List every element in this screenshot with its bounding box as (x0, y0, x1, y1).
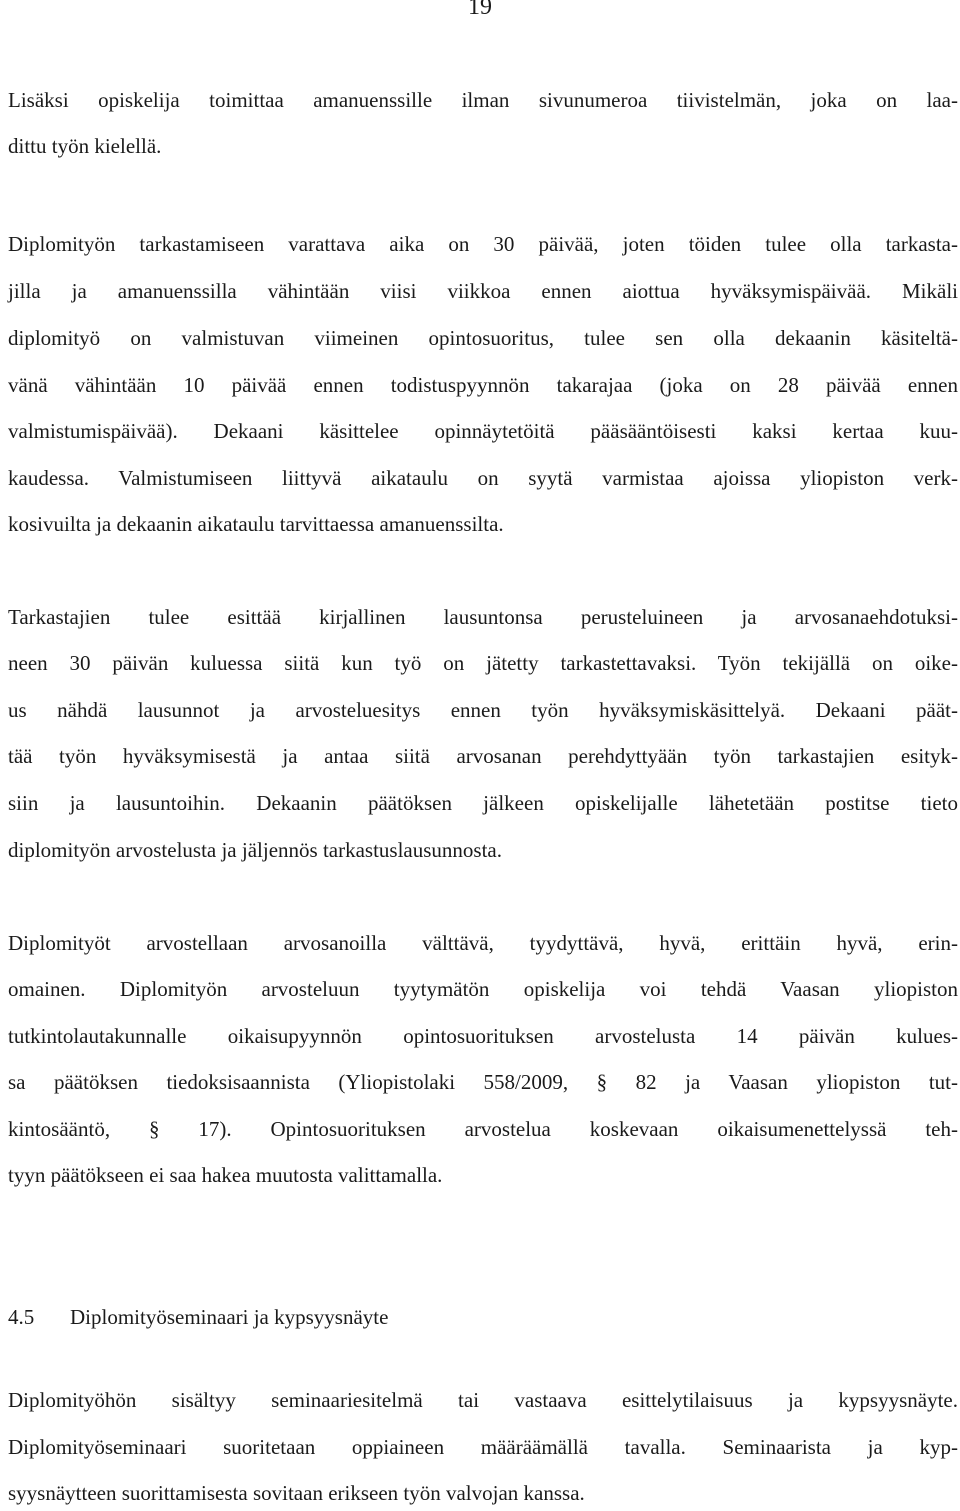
text-line: kintosääntö, § 17). Opintosuorituksen arvostelua koskevaan oikaisumenettelyssä teh- (8, 1117, 958, 1141)
text-line: dittu työn kielellä. (8, 134, 162, 158)
text-line: neen 30 päivän kuluessa siitä kun työ on jätetty tarkastettavaksi. Työn tekijällä on oike- (8, 651, 958, 675)
text-line: jilla ja amanuenssilla vähintään viisi viikkoa ennen aiottua hyväksymispäivää. Mikäli (8, 279, 958, 303)
text-line: Diplomityöseminaari suoritetaan oppiaineen määräämällä tavalla. Seminaarista ja kyp- (8, 1435, 958, 1459)
text-line: vänä vähintään 10 päivää ennen todistuspyynnön takarajaa (joka on 28 päivää ennen (8, 373, 958, 397)
text-line: tää työn hyväksymisestä ja antaa siitä arvosanan perehdyttyään työn tarkastajien esityk- (8, 744, 958, 768)
section-number: 4.5 (8, 1305, 35, 1329)
page-number: 19 (468, 0, 492, 20)
text-line: diplomityön arvostelusta ja jäljennös tarkastuslausunnosta. (8, 838, 503, 862)
text-line: Lisäksi opiskelija toimittaa amanuenssille ilman sivunumeroa tiivistelmän, joka on laa- (8, 88, 958, 112)
text-line: tyyn päätökseen ei saa hakea muutosta valittamalla. (8, 1163, 443, 1187)
text-line: Tarkastajien tulee esittää kirjallinen lausuntonsa perusteluineen ja arvosanaehdotuksi- (8, 605, 958, 629)
text-line: Diplomityön tarkastamiseen varattava aika on 30 päivää, joten töiden tulee olla tarkasta- (8, 232, 958, 256)
text-line: tutkintolautakunnalle oikaisupyynnön opintosuorituksen arvostelusta 14 päivän kulues- (8, 1024, 958, 1048)
text-line: kosivuilta ja dekaanin aikataulu tarvittaessa amanuenssilta. (8, 512, 504, 536)
text-line: valmistumispäivää). Dekaani käsittelee opinnäytetöitä pääsääntöisesti kaksi kertaa kuu- (8, 419, 958, 443)
text-line: sa päätöksen tiedoksisaannista (Yliopistolaki 558/2009, § 82 ja Vaasan yliopiston tut- (8, 1070, 958, 1094)
text-line: diplomityö on valmistuvan viimeinen opintosuoritus, tulee sen olla dekaanin käsiteltä- (8, 326, 958, 350)
text-line: siin ja lausuntoihin. Dekaanin päätöksen jälkeen opiskelijalle lähetetään postitse tieto (8, 791, 958, 815)
text-line: us nähdä lausunnot ja arvosteluesitys ennen työn hyväksymiskäsittelyä. Dekaani päät- (8, 698, 958, 722)
text-line: kaudessa. Valmistumiseen liittyvä aikataulu on syytä varmistaa ajoissa yliopiston verk- (8, 466, 958, 490)
section-title: Diplomityöseminaari ja kypsyysnäyte (70, 1305, 389, 1329)
text-line: syysnäytteen suorittamisesta sovitaan erikseen työn valvojan kanssa. (8, 1481, 585, 1505)
text-line: Diplomityöhön sisältyy seminaariesitelmä tai vastaava esittelytilaisuus ja kypsyysnäyte. (8, 1388, 958, 1412)
text-line: omainen. Diplomityön arvosteluun tyytymätön opiskelija voi tehdä Vaasan yliopiston (8, 977, 958, 1001)
text-line: Diplomityöt arvostellaan arvosanoilla välttävä, tyydyttävä, hyvä, erittäin hyvä, erin- (8, 931, 958, 955)
